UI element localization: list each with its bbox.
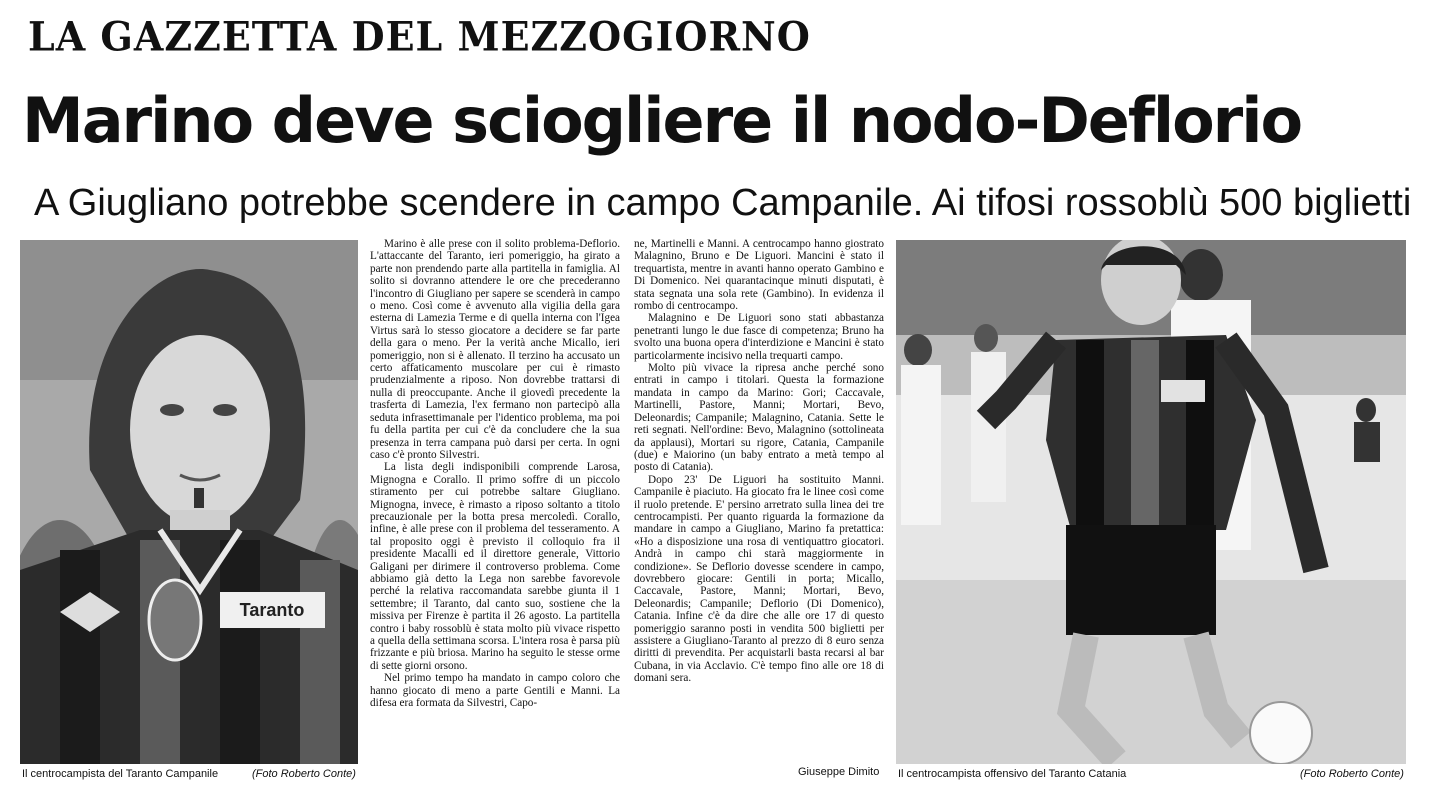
masthead: LA GAZZETTA DEL MEZZOGIORNO [28,12,811,61]
byline: Giuseppe Dimito [798,766,880,778]
left-photo-caption: Il centrocampista del Taranto Campanile [22,768,219,780]
right-photo-credit: (Foto Roberto Conte) [1300,768,1404,780]
article-paragraph: Nel primo tempo ha mandato in campo coloro che hanno giocato di meno a parte Gentili e Manni. La difesa era formata da Silvestri, Capo- [370,672,620,710]
article-paragraph: La lista degli indisponibili comprende Larosa, Mignogna e Corallo. Il primo soffre di un piccolo stiramento per cui potrebbe saltare Giugliano. Mignogna, invece, è rimasto a riposo soltanto a titolo precauzionale per la botta presa mercoledì. Corallo, infine, è alle prese con il problema del tesseramento. A tal proposito oggi è previsto il colloquio fra il presidente Macalli ed il direttore generale, Vittorio Galigani per dirimere il controverso problema. Come abbiamo già detto la Lega non sarebbe favorevole perché la relativa raccomandata sarebbe giunta il 1 settembre; il Taranto, dal canto suo, sostiene che la missiva per Firenze è partita il 26 agosto. La partitella contro i baby rossoblù è stata molto più vivace rispetto a quella della settimana scorsa. L'intera rosa è parsa più frizzante e più briosa. Marino ha seguito le stesse orme di sette giorni orsono. [370,461,620,672]
campanile-photo [20,240,358,764]
right-photo-caption: Il centrocampista offensivo del Taranto Catania [898,768,1127,780]
left-photo-credit: (Foto Roberto Conte) [252,768,356,780]
article-paragraph: Dopo 23' De Liguori ha sostituito Manni. Campanile è piaciuto. Ha giocato fra le linee così come il ruolo pretende. E' persino arretrato sulla linea dei tre centrocampisti. Per quanto riguarda la formazione da mandare in campo a Giugliano, Marino fa pretattica: «Ho a disposizione una rosa di ventiquattro giocatori. Andrà in campo chi starà maggiormente in condizione». Se Deflorio dovesse scendere in campo, dovrebbero giocare: Gentili in porta; Micallo, Caccavale, Pastore, Manni; Mortari, Bevo, Deleonardis; Campanile; Deflorio (Di Domenico), Catania. Infine c'è da dire che alle ore 17 di questo pomeriggio saranno posti in vendita 500 biglietti per assistere a Giugliano-Taranto al prezzo di 8 euro senza diritti di prevendita. Per acquistarli basta recarsi al bar Cubana, in via Acclavio. C'è tempo fino alle ore 18 di domani sera. [634,473,884,685]
article-paragraph: ne, Martinelli e Manni. A centrocampo hanno giostrato Malagnino, Bruno e De Liguori. Mancini è stato il trequartista, mentre in avanti hanno operato Gambino e Di Domenico. Nei quarantacinque minuti disputati, è stata segnata una sola rete (Gambino). In evidenza il rombo di centrocampo. [634,238,884,313]
catania-photo [896,240,1406,764]
article-column-2 [634,238,884,778]
article-column-1 [370,238,620,778]
subheadline: A Giugliano potrebbe scendere in campo Campanile. Ai tifosi rossoblù 500 biglietti [34,182,1412,224]
headline: Marino deve sciogliere il nodo-Deflorio [22,84,1302,157]
article-paragraph: Molto più vivace la ripresa anche perché sono entrati in campo i titolari. Questa la formazione mandata in campo da Marino: Gori; Caccavale, Martinelli, Pastore, Manni; Mortari, Bevo, Deleonardis; Campanile; Malagnino, Catania. Sette le reti segnati. Nell'ordine: Bevo, Malagnino (sottolineata da applausi), Mortari su rigore, Catania, Campanile (due) e Maiorino (un baby entrato a metà tempo al posto di Catania). [634,362,884,474]
shirt-sponsor-text: Taranto [239,600,305,620]
article-paragraph: Marino è alle prese con il solito problema-Deflorio. L'attaccante del Taranto, ieri pomeriggio, ha girato a parte non prendendo parte alla partitella in famiglia. Al solito si dovranno attendere le ore che precederanno l'incontro di Giugliano per sapere se scenderà in campo o meno. Così come è avvenuto alla vigilia della gara esterna di Lamezia Terme e di quella interna con l'Igea Virtus sarà lo stesso giocatore a decidere se far parte della gara o meno. Per la verità anche Micallo, ieri pomeriggio, non si è allenato. Il terzino ha accusato un certo affaticamento muscolare per cui è rimasto prudenzialmente a riposo. Non dovrebbe trattarsi di nulla di preoccupante. Anche il giovedì precedente la trasferta di Lamezia, l'ex fermano non partecipò alla seduta infrasettimanale per l'identico problema, ma poi fu della partita per cui c'è da concludere che la sua presenza in terra campana può darsi per certa. In ogni caso c'è pronto Silvestri. [370,238,620,461]
article-paragraph: Malagnino e De Liguori sono stati abbastanza penetranti lungo le due fasce di competenza; Bruno ha svolto una buona opera d'interdizione e Mancini è stato particolarmente incisivo nella trequarti campo. [634,312,884,362]
